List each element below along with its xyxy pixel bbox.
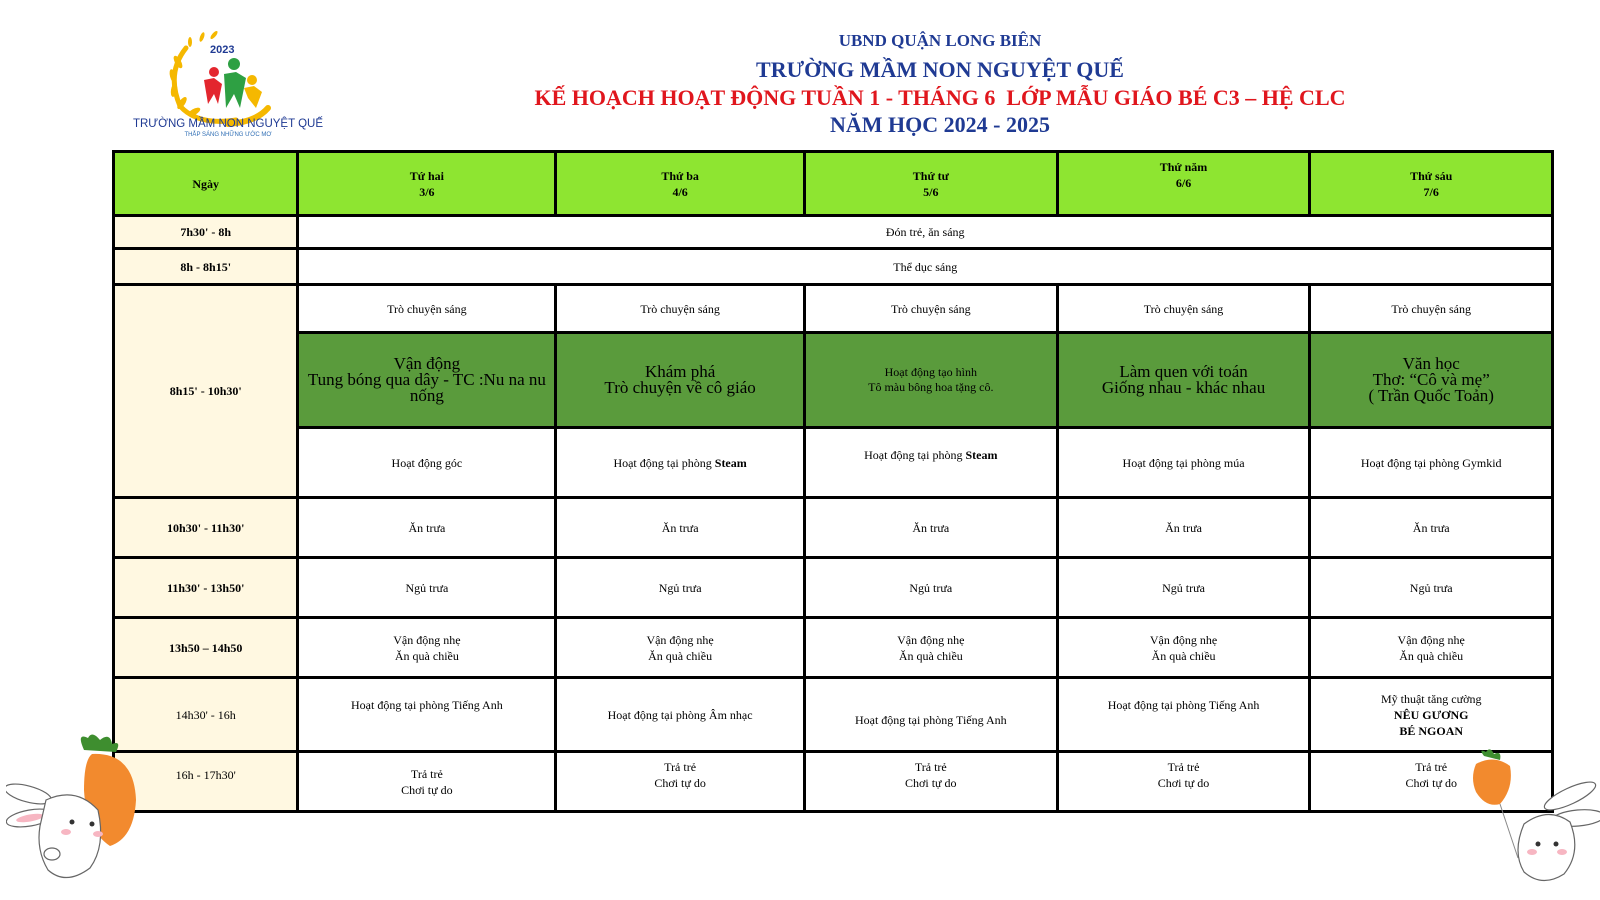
day-date: 6/6 xyxy=(1175,176,1192,190)
activity-cell xyxy=(298,428,556,498)
activity-cell xyxy=(556,752,805,812)
activity-line: Trả trẻ xyxy=(1415,760,1448,774)
activity-line: Trả trẻ xyxy=(914,760,947,774)
activity-line: Vận động nhẹ xyxy=(1397,632,1465,647)
day-header-thu xyxy=(1057,152,1310,216)
main-activity-cell xyxy=(556,333,805,428)
activity-cell xyxy=(1057,428,1310,498)
activity-cell xyxy=(556,428,805,498)
activity-subject: Vận động xyxy=(393,354,461,373)
activity-line: Mỹ thuật tăng cường xyxy=(1380,691,1482,706)
logo-slogan: THẮP SÁNG NHỮNG ƯỚC MƠ xyxy=(184,132,272,138)
table-row xyxy=(114,498,1553,558)
activity-text: Hoạt động tại phòng Gymkid xyxy=(1360,455,1502,470)
activity-line: Chơi tự do xyxy=(905,776,957,790)
main-activity-cell xyxy=(804,333,1057,428)
activity-line: Ăn quà chiều xyxy=(898,648,963,663)
activity-cell xyxy=(1057,752,1310,812)
activity-cell xyxy=(298,752,556,812)
activity-line: Ăn quà chiều xyxy=(1151,648,1216,663)
activity-cell: Ngủ trưa xyxy=(298,558,556,618)
activity-line: Ăn quà chiều xyxy=(394,648,459,663)
activity-line: NÊU GƯƠNG xyxy=(1393,707,1469,722)
activity-cell: Ăn trưa xyxy=(804,498,1057,558)
activity-text: Hoạt động góc xyxy=(391,455,463,470)
activity-cell: Ngủ trưa xyxy=(556,558,805,618)
activity-line: Trả trẻ xyxy=(1167,760,1200,774)
main-activity-cell xyxy=(298,333,556,428)
time-cell: 10h30' - 11h30' xyxy=(114,498,298,558)
activity-cell: Trò chuyện sáng xyxy=(1057,285,1310,333)
activity-line: Vận động nhẹ xyxy=(897,632,965,647)
activity-cell: Hoạt động tại phòng Tiếng Anh xyxy=(804,678,1057,752)
activity-cell: Trò chuyện sáng xyxy=(1310,285,1553,333)
activity-cell: Ăn trưa xyxy=(1310,498,1553,558)
activity-line: Vận động nhẹ xyxy=(393,632,461,647)
school-title: TRƯỜNG MẦM NON NGUYỆT QUẾ xyxy=(756,57,1124,82)
time-cell: 7h30' - 8h xyxy=(114,216,298,249)
weekly-schedule-table xyxy=(112,150,1554,813)
activity-cell: Trò chuyện sáng xyxy=(298,285,556,333)
time-cell: 13h50 – 14h50 xyxy=(114,618,298,678)
table-row xyxy=(114,216,1553,249)
activity-line: Trả trẻ xyxy=(664,760,697,774)
activity-line: Chơi tự do xyxy=(1405,776,1457,790)
activity-cell xyxy=(556,618,805,678)
activity-topic: Trò chuyện về cô giáo xyxy=(604,378,756,397)
time-cell: 16h - 17h30' xyxy=(114,752,298,812)
table-row xyxy=(114,249,1553,285)
logo-name: TRƯỜNG MẦM NON NGUYỆT QUẾ xyxy=(132,118,324,130)
day-header-wed xyxy=(804,152,1057,216)
table-row xyxy=(114,618,1553,678)
activity-subject: Văn học xyxy=(1402,354,1460,373)
day-header-mon xyxy=(298,152,556,216)
activity-cell: Hoạt động tại phòng Âm nhạc xyxy=(556,678,805,752)
activity-cell xyxy=(804,752,1057,812)
table-row xyxy=(114,678,1553,752)
day-name: Thứ sáu xyxy=(1410,168,1453,183)
activity-topic: Tô màu bông hoa tặng cô. xyxy=(868,380,994,394)
activity-line: Chơi tự do xyxy=(654,776,706,790)
activity-line: Ăn quà chiều xyxy=(648,648,713,663)
activity-cell xyxy=(1310,428,1553,498)
activity-cell: Đón trẻ, ăn sáng xyxy=(298,216,1553,249)
day-name: Thứ tư xyxy=(912,168,949,183)
activity-cell: Hoạt động tại phòng Tiếng Anh xyxy=(1057,678,1310,752)
activity-cell xyxy=(1310,678,1553,752)
day-date: 4/6 xyxy=(672,184,688,199)
activity-cell: Trò chuyện sáng xyxy=(556,285,805,333)
main-activity-cell xyxy=(1057,333,1310,428)
activity-cell xyxy=(298,618,556,678)
activity-topic: Thơ: “Cô và mẹ” xyxy=(1372,370,1490,389)
activity-cell: Ăn trưa xyxy=(1057,498,1310,558)
activity-cell: Ngủ trưa xyxy=(1057,558,1310,618)
activity-line: Trả trẻ xyxy=(410,766,443,781)
time-cell: 14h30' - 16h xyxy=(114,678,298,752)
activity-cell xyxy=(804,618,1057,678)
plan-title: KẾ HOẠCH HOẠT ĐỘNG TUẦN 1 - THÁNG 6 LỚP MẪU GIÁO BÉ C3 – HỆ CLC xyxy=(534,85,1346,110)
year-title: NĂM HỌC 2024 - 2025 xyxy=(830,112,1050,137)
table-row xyxy=(114,752,1553,812)
activity-line: BÉ NGOAN xyxy=(1399,723,1464,738)
activity-subject: Khám phá xyxy=(644,362,716,381)
activity-topic: Giống nhau - khác nhau xyxy=(1101,378,1266,397)
district-title: UBND QUẬN LONG BIÊN xyxy=(838,31,1042,50)
activity-cell: Thể dục sáng xyxy=(298,249,1553,285)
document-header xyxy=(360,30,1520,138)
activity-text: Hoạt động tại phòng xyxy=(864,448,966,462)
activity-line: Vận động nhẹ xyxy=(1149,632,1218,647)
activity-text: Hoạt động tại phòng xyxy=(613,455,715,470)
logo-year: 2023 xyxy=(210,44,235,56)
table-row xyxy=(114,558,1553,618)
activity-author: ( Trần Quốc Toản) xyxy=(1368,386,1494,405)
day-date: 5/6 xyxy=(923,184,939,199)
activity-topic: Tung bóng qua dây - TC :Nu na nu nống xyxy=(307,370,546,405)
bunny-carrot-left-icon xyxy=(6,730,136,890)
bunny-carrot-right-icon xyxy=(1466,748,1600,888)
school-logo xyxy=(128,28,328,146)
header-row xyxy=(114,152,1553,216)
activity-subject: Làm quen với toán xyxy=(1119,362,1248,381)
day-date: 7/6 xyxy=(1423,184,1439,199)
day-name: Tứ hai xyxy=(409,168,444,183)
activity-cell: Ăn trưa xyxy=(298,498,556,558)
day-name: Thứ ba xyxy=(661,168,699,183)
time-cell: 8h15' - 10h30' xyxy=(114,285,298,498)
time-cell: 11h30' - 13h50' xyxy=(114,558,298,618)
activity-line: Chơi tự do xyxy=(401,782,453,797)
activity-line: Ăn quà chiều xyxy=(1399,648,1464,663)
activity-cell xyxy=(804,428,1057,498)
day-header-tue xyxy=(556,152,805,216)
activity-cell xyxy=(1057,618,1310,678)
table-row xyxy=(114,285,1553,333)
day-name: Thứ năm xyxy=(1159,160,1208,174)
day-header-fri xyxy=(1310,152,1553,216)
day-date: 3/6 xyxy=(419,184,435,199)
activity-room: Steam xyxy=(965,448,998,462)
activity-cell: Hoạt động tại phòng Tiếng Anh xyxy=(298,678,556,752)
activity-line: Chơi tự do xyxy=(1157,776,1210,790)
activity-cell: Ngủ trưa xyxy=(804,558,1057,618)
activity-cell xyxy=(1310,618,1553,678)
main-activity-cell xyxy=(1310,333,1553,428)
activity-room: Steam xyxy=(714,455,747,470)
activity-line: Vận động nhẹ xyxy=(646,632,714,647)
activity-cell: Ngủ trưa xyxy=(1310,558,1553,618)
day-header-corner: Ngày xyxy=(114,152,298,216)
time-cell: 8h - 8h15' xyxy=(114,249,298,285)
activity-cell: Trò chuyện sáng xyxy=(804,285,1057,333)
table-row xyxy=(114,333,1553,428)
table-row xyxy=(114,428,1553,498)
activity-cell: Ăn trưa xyxy=(556,498,805,558)
activity-text: Hoạt động tại phòng múa xyxy=(1122,455,1245,470)
activity-subject: Hoạt động tạo hình xyxy=(884,365,977,379)
